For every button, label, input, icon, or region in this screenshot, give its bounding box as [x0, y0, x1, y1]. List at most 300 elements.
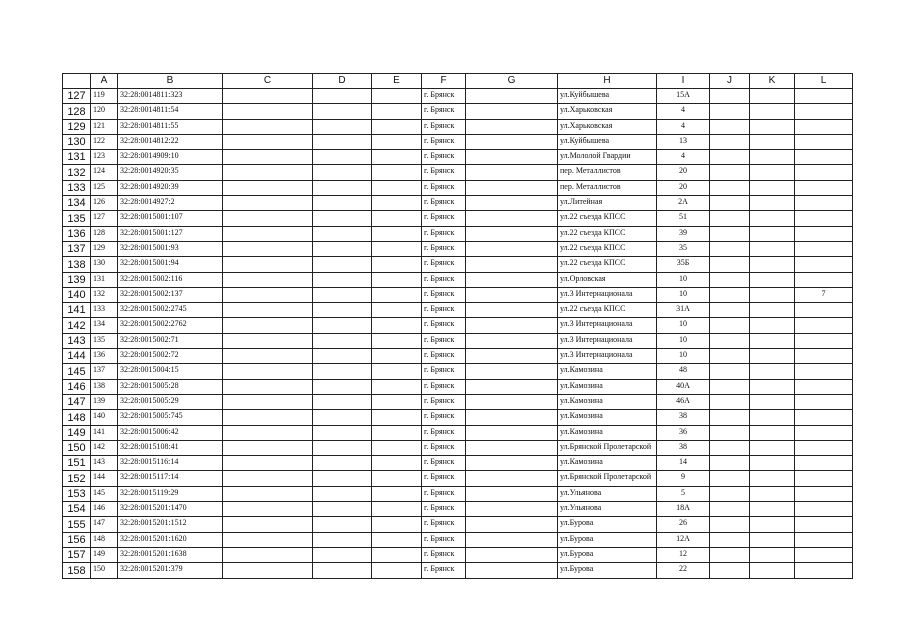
cell-e[interactable] — [372, 471, 422, 486]
row-number[interactable]: 144 — [63, 349, 91, 364]
cell-k[interactable] — [750, 241, 795, 256]
cell-h[interactable]: пер. Металлистов — [558, 180, 657, 195]
cell-d[interactable] — [313, 226, 372, 241]
cell-j[interactable] — [710, 104, 750, 119]
cell-a[interactable]: 133 — [91, 303, 118, 318]
cell-i[interactable]: 20 — [657, 165, 710, 180]
cell-d[interactable] — [313, 257, 372, 272]
cell-j[interactable] — [710, 241, 750, 256]
cell-b[interactable]: 32:28:0015002:2762 — [118, 318, 223, 333]
cell-h[interactable]: ул.Харьковская — [558, 119, 657, 134]
cell-l[interactable] — [795, 502, 853, 517]
cell-h[interactable]: ул.3 Интернационала — [558, 287, 657, 302]
cell-f[interactable]: г. Брянск — [422, 287, 466, 302]
cell-f[interactable]: г. Брянск — [422, 440, 466, 455]
cell-c[interactable] — [223, 303, 313, 318]
cell-c[interactable] — [223, 517, 313, 532]
cell-f[interactable]: г. Брянск — [422, 563, 466, 578]
row-number[interactable]: 133 — [63, 180, 91, 195]
cell-i[interactable]: 51 — [657, 211, 710, 226]
cell-b[interactable]: 32:28:0015201:1638 — [118, 547, 223, 562]
column-header-l[interactable]: L — [795, 74, 853, 89]
cell-d[interactable] — [313, 547, 372, 562]
cell-e[interactable] — [372, 394, 422, 409]
cell-a[interactable]: 138 — [91, 379, 118, 394]
row-number[interactable]: 149 — [63, 425, 91, 440]
cell-d[interactable] — [313, 394, 372, 409]
cell-h[interactable]: ул.Харьковская — [558, 104, 657, 119]
cell-e[interactable] — [372, 287, 422, 302]
cell-i[interactable]: 38 — [657, 410, 710, 425]
cell-c[interactable] — [223, 456, 313, 471]
cell-f[interactable]: г. Брянск — [422, 349, 466, 364]
cell-b[interactable]: 32:28:0015001:127 — [118, 226, 223, 241]
cell-f[interactable]: г. Брянск — [422, 180, 466, 195]
cell-h[interactable]: ул.22 съезда КПСС — [558, 211, 657, 226]
cell-e[interactable] — [372, 303, 422, 318]
cell-h[interactable]: ул.Бурова — [558, 517, 657, 532]
cell-k[interactable] — [750, 89, 795, 104]
cell-e[interactable] — [372, 410, 422, 425]
cell-d[interactable] — [313, 456, 372, 471]
cell-g[interactable] — [466, 379, 558, 394]
cell-d[interactable] — [313, 165, 372, 180]
cell-i[interactable]: 10 — [657, 333, 710, 348]
cell-e[interactable] — [372, 241, 422, 256]
row-number[interactable]: 152 — [63, 471, 91, 486]
cell-g[interactable] — [466, 134, 558, 149]
cell-l[interactable] — [795, 517, 853, 532]
cell-k[interactable] — [750, 119, 795, 134]
corner-cell[interactable] — [63, 74, 91, 89]
cell-k[interactable] — [750, 517, 795, 532]
cell-d[interactable] — [313, 364, 372, 379]
cell-a[interactable]: 129 — [91, 241, 118, 256]
cell-l[interactable] — [795, 563, 853, 578]
row-number[interactable]: 147 — [63, 394, 91, 409]
cell-f[interactable]: г. Брянск — [422, 547, 466, 562]
cell-b[interactable]: 32:28:0014920:39 — [118, 180, 223, 195]
cell-e[interactable] — [372, 211, 422, 226]
cell-e[interactable] — [372, 547, 422, 562]
cell-e[interactable] — [372, 104, 422, 119]
cell-j[interactable] — [710, 364, 750, 379]
cell-d[interactable] — [313, 272, 372, 287]
cell-f[interactable]: г. Брянск — [422, 364, 466, 379]
cell-j[interactable] — [710, 165, 750, 180]
row-number[interactable]: 142 — [63, 318, 91, 333]
cell-l[interactable] — [795, 134, 853, 149]
cell-e[interactable] — [372, 119, 422, 134]
cell-h[interactable]: ул.Бурова — [558, 532, 657, 547]
cell-b[interactable]: 32:28:0014812:22 — [118, 134, 223, 149]
cell-k[interactable] — [750, 303, 795, 318]
cell-l[interactable] — [795, 257, 853, 272]
cell-d[interactable] — [313, 119, 372, 134]
cell-g[interactable] — [466, 180, 558, 195]
cell-b[interactable]: 32:28:0015119:29 — [118, 486, 223, 501]
cell-h[interactable]: ул.Куйбышева — [558, 89, 657, 104]
row-number[interactable]: 158 — [63, 563, 91, 578]
cell-c[interactable] — [223, 134, 313, 149]
cell-f[interactable]: г. Брянск — [422, 303, 466, 318]
cell-b[interactable]: 32:28:0015002:2745 — [118, 303, 223, 318]
cell-b[interactable]: 32:28:0015201:1470 — [118, 502, 223, 517]
cell-b[interactable]: 32:28:0015201:1620 — [118, 532, 223, 547]
cell-g[interactable] — [466, 89, 558, 104]
cell-f[interactable]: г. Брянск — [422, 517, 466, 532]
cell-b[interactable]: 32:28:0014811:54 — [118, 104, 223, 119]
cell-a[interactable]: 123 — [91, 150, 118, 165]
row-number[interactable]: 153 — [63, 486, 91, 501]
cell-g[interactable] — [466, 226, 558, 241]
cell-b[interactable]: 32:28:0015117:14 — [118, 471, 223, 486]
cell-i[interactable]: 5 — [657, 486, 710, 501]
row-number[interactable]: 128 — [63, 104, 91, 119]
cell-h[interactable]: ул.Ульянова — [558, 502, 657, 517]
cell-k[interactable] — [750, 134, 795, 149]
cell-a[interactable]: 136 — [91, 349, 118, 364]
cell-c[interactable] — [223, 532, 313, 547]
column-header-e[interactable]: E — [372, 74, 422, 89]
cell-d[interactable] — [313, 425, 372, 440]
cell-e[interactable] — [372, 333, 422, 348]
cell-c[interactable] — [223, 379, 313, 394]
cell-d[interactable] — [313, 440, 372, 455]
cell-f[interactable]: г. Брянск — [422, 486, 466, 501]
cell-c[interactable] — [223, 165, 313, 180]
cell-i[interactable]: 15А — [657, 89, 710, 104]
cell-f[interactable]: г. Брянск — [422, 379, 466, 394]
column-header-h[interactable]: H — [558, 74, 657, 89]
cell-l[interactable] — [795, 486, 853, 501]
cell-c[interactable] — [223, 104, 313, 119]
cell-b[interactable]: 32:28:0015005:745 — [118, 410, 223, 425]
row-number[interactable]: 154 — [63, 502, 91, 517]
cell-j[interactable] — [710, 119, 750, 134]
cell-h[interactable]: ул.Камозина — [558, 410, 657, 425]
cell-g[interactable] — [466, 471, 558, 486]
cell-j[interactable] — [710, 502, 750, 517]
cell-i[interactable]: 35 — [657, 241, 710, 256]
cell-a[interactable]: 122 — [91, 134, 118, 149]
cell-k[interactable] — [750, 456, 795, 471]
cell-g[interactable] — [466, 364, 558, 379]
cell-f[interactable]: г. Брянск — [422, 241, 466, 256]
cell-f[interactable]: г. Брянск — [422, 272, 466, 287]
cell-f[interactable]: г. Брянск — [422, 394, 466, 409]
cell-i[interactable]: 38 — [657, 440, 710, 455]
cell-l[interactable]: 7 — [795, 287, 853, 302]
cell-k[interactable] — [750, 165, 795, 180]
cell-e[interactable] — [372, 425, 422, 440]
cell-h[interactable]: ул.3 Интернационала — [558, 349, 657, 364]
cell-h[interactable]: ул.Камозина — [558, 364, 657, 379]
cell-b[interactable]: 32:28:0014811:323 — [118, 89, 223, 104]
cell-j[interactable] — [710, 89, 750, 104]
row-number[interactable]: 148 — [63, 410, 91, 425]
cell-h[interactable]: ул.Бурова — [558, 547, 657, 562]
cell-l[interactable] — [795, 425, 853, 440]
cell-d[interactable] — [313, 89, 372, 104]
cell-d[interactable] — [313, 410, 372, 425]
cell-k[interactable] — [750, 471, 795, 486]
cell-g[interactable] — [466, 532, 558, 547]
cell-j[interactable] — [710, 272, 750, 287]
cell-a[interactable]: 120 — [91, 104, 118, 119]
cell-b[interactable]: 32:28:0015002:72 — [118, 349, 223, 364]
cell-h[interactable]: ул.Ульянова — [558, 486, 657, 501]
cell-l[interactable] — [795, 349, 853, 364]
cell-c[interactable] — [223, 89, 313, 104]
row-number[interactable]: 139 — [63, 272, 91, 287]
cell-a[interactable]: 143 — [91, 456, 118, 471]
cell-l[interactable] — [795, 226, 853, 241]
cell-a[interactable]: 119 — [91, 89, 118, 104]
cell-g[interactable] — [466, 440, 558, 455]
row-number[interactable]: 140 — [63, 287, 91, 302]
cell-d[interactable] — [313, 150, 372, 165]
cell-f[interactable]: г. Брянск — [422, 318, 466, 333]
cell-g[interactable] — [466, 563, 558, 578]
row-number[interactable]: 137 — [63, 241, 91, 256]
cell-i[interactable]: 2А — [657, 196, 710, 211]
cell-l[interactable] — [795, 180, 853, 195]
cell-c[interactable] — [223, 272, 313, 287]
cell-d[interactable] — [313, 333, 372, 348]
cell-j[interactable] — [710, 196, 750, 211]
row-number[interactable]: 138 — [63, 257, 91, 272]
cell-j[interactable] — [710, 333, 750, 348]
cell-b[interactable]: 32:28:0015005:28 — [118, 379, 223, 394]
cell-i[interactable]: 39 — [657, 226, 710, 241]
row-number[interactable]: 143 — [63, 333, 91, 348]
cell-g[interactable] — [466, 425, 558, 440]
cell-c[interactable] — [223, 241, 313, 256]
row-number[interactable]: 134 — [63, 196, 91, 211]
column-header-b[interactable]: B — [118, 74, 223, 89]
cell-h[interactable]: ул.Брянской Пролетарской — [558, 440, 657, 455]
cell-a[interactable]: 126 — [91, 196, 118, 211]
cell-b[interactable]: 32:28:0015006:42 — [118, 425, 223, 440]
cell-c[interactable] — [223, 196, 313, 211]
cell-g[interactable] — [466, 456, 558, 471]
cell-k[interactable] — [750, 349, 795, 364]
cell-j[interactable] — [710, 134, 750, 149]
cell-l[interactable] — [795, 211, 853, 226]
cell-d[interactable] — [313, 532, 372, 547]
cell-i[interactable]: 12 — [657, 547, 710, 562]
cell-l[interactable] — [795, 89, 853, 104]
cell-k[interactable] — [750, 287, 795, 302]
cell-l[interactable] — [795, 272, 853, 287]
cell-f[interactable]: г. Брянск — [422, 471, 466, 486]
cell-j[interactable] — [710, 532, 750, 547]
cell-b[interactable]: 32:28:0014920:35 — [118, 165, 223, 180]
cell-h[interactable]: пер. Металлистов — [558, 165, 657, 180]
cell-g[interactable] — [466, 318, 558, 333]
column-header-j[interactable]: J — [710, 74, 750, 89]
column-header-g[interactable]: G — [466, 74, 558, 89]
row-number[interactable]: 145 — [63, 364, 91, 379]
row-number[interactable]: 132 — [63, 165, 91, 180]
cell-l[interactable] — [795, 440, 853, 455]
cell-d[interactable] — [313, 318, 372, 333]
cell-h[interactable]: ул.Камозина — [558, 425, 657, 440]
cell-g[interactable] — [466, 257, 558, 272]
cell-j[interactable] — [710, 425, 750, 440]
cell-c[interactable] — [223, 563, 313, 578]
cell-l[interactable] — [795, 333, 853, 348]
row-number[interactable]: 131 — [63, 150, 91, 165]
cell-c[interactable] — [223, 287, 313, 302]
cell-e[interactable] — [372, 486, 422, 501]
cell-k[interactable] — [750, 150, 795, 165]
cell-k[interactable] — [750, 226, 795, 241]
cell-g[interactable] — [466, 211, 558, 226]
cell-d[interactable] — [313, 104, 372, 119]
cell-e[interactable] — [372, 257, 422, 272]
cell-j[interactable] — [710, 440, 750, 455]
cell-f[interactable]: г. Брянск — [422, 532, 466, 547]
cell-g[interactable] — [466, 303, 558, 318]
column-header-i[interactable]: I — [657, 74, 710, 89]
cell-d[interactable] — [313, 486, 372, 501]
column-header-f[interactable]: F — [422, 74, 466, 89]
row-number[interactable]: 129 — [63, 119, 91, 134]
cell-d[interactable] — [313, 196, 372, 211]
cell-a[interactable]: 121 — [91, 119, 118, 134]
cell-a[interactable]: 147 — [91, 517, 118, 532]
cell-i[interactable]: 4 — [657, 104, 710, 119]
column-header-d[interactable]: D — [313, 74, 372, 89]
cell-b[interactable]: 32:28:0015001:107 — [118, 211, 223, 226]
cell-g[interactable] — [466, 349, 558, 364]
cell-d[interactable] — [313, 180, 372, 195]
cell-k[interactable] — [750, 257, 795, 272]
cell-l[interactable] — [795, 241, 853, 256]
cell-c[interactable] — [223, 257, 313, 272]
cell-a[interactable]: 124 — [91, 165, 118, 180]
cell-e[interactable] — [372, 89, 422, 104]
cell-e[interactable] — [372, 532, 422, 547]
cell-c[interactable] — [223, 547, 313, 562]
cell-b[interactable]: 32:28:0015005:29 — [118, 394, 223, 409]
cell-i[interactable]: 9 — [657, 471, 710, 486]
cell-a[interactable]: 125 — [91, 180, 118, 195]
column-header-c[interactable]: C — [223, 74, 313, 89]
cell-l[interactable] — [795, 532, 853, 547]
cell-g[interactable] — [466, 547, 558, 562]
cell-f[interactable]: г. Брянск — [422, 134, 466, 149]
cell-d[interactable] — [313, 563, 372, 578]
cell-j[interactable] — [710, 471, 750, 486]
cell-h[interactable]: ул.Брянской Пролетарской — [558, 471, 657, 486]
cell-h[interactable]: ул.Куйбышева — [558, 134, 657, 149]
cell-a[interactable]: 128 — [91, 226, 118, 241]
cell-a[interactable]: 140 — [91, 410, 118, 425]
cell-f[interactable]: г. Брянск — [422, 257, 466, 272]
cell-l[interactable] — [795, 364, 853, 379]
cell-g[interactable] — [466, 104, 558, 119]
cell-d[interactable] — [313, 241, 372, 256]
cell-k[interactable] — [750, 502, 795, 517]
cell-k[interactable] — [750, 333, 795, 348]
cell-c[interactable] — [223, 318, 313, 333]
cell-l[interactable] — [795, 318, 853, 333]
cell-j[interactable] — [710, 303, 750, 318]
cell-c[interactable] — [223, 486, 313, 501]
cell-i[interactable]: 4 — [657, 150, 710, 165]
cell-e[interactable] — [372, 226, 422, 241]
cell-c[interactable] — [223, 425, 313, 440]
cell-e[interactable] — [372, 318, 422, 333]
cell-a[interactable]: 127 — [91, 211, 118, 226]
cell-g[interactable] — [466, 410, 558, 425]
cell-e[interactable] — [372, 502, 422, 517]
column-header-k[interactable]: K — [750, 74, 795, 89]
row-number[interactable]: 141 — [63, 303, 91, 318]
cell-j[interactable] — [710, 318, 750, 333]
cell-k[interactable] — [750, 180, 795, 195]
cell-l[interactable] — [795, 410, 853, 425]
cell-f[interactable]: г. Брянск — [422, 119, 466, 134]
cell-g[interactable] — [466, 272, 558, 287]
cell-a[interactable]: 141 — [91, 425, 118, 440]
cell-l[interactable] — [795, 196, 853, 211]
cell-c[interactable] — [223, 226, 313, 241]
cell-b[interactable]: 32:28:0015116:14 — [118, 456, 223, 471]
cell-i[interactable]: 4 — [657, 119, 710, 134]
cell-f[interactable]: г. Брянск — [422, 196, 466, 211]
cell-a[interactable]: 130 — [91, 257, 118, 272]
cell-j[interactable] — [710, 211, 750, 226]
cell-e[interactable] — [372, 272, 422, 287]
cell-c[interactable] — [223, 349, 313, 364]
cell-h[interactable]: ул.22 съезда КПСС — [558, 226, 657, 241]
row-number[interactable]: 127 — [63, 89, 91, 104]
cell-k[interactable] — [750, 211, 795, 226]
cell-f[interactable]: г. Брянск — [422, 165, 466, 180]
cell-h[interactable]: ул.Камозина — [558, 394, 657, 409]
cell-b[interactable]: 32:28:0014927:2 — [118, 196, 223, 211]
cell-l[interactable] — [795, 119, 853, 134]
cell-i[interactable]: 13 — [657, 134, 710, 149]
row-number[interactable]: 146 — [63, 379, 91, 394]
cell-e[interactable] — [372, 440, 422, 455]
cell-a[interactable]: 135 — [91, 333, 118, 348]
cell-e[interactable] — [372, 180, 422, 195]
row-number[interactable]: 136 — [63, 226, 91, 241]
cell-c[interactable] — [223, 211, 313, 226]
cell-e[interactable] — [372, 349, 422, 364]
cell-a[interactable]: 146 — [91, 502, 118, 517]
cell-l[interactable] — [795, 379, 853, 394]
cell-f[interactable]: г. Брянск — [422, 456, 466, 471]
cell-l[interactable] — [795, 165, 853, 180]
row-number[interactable]: 156 — [63, 532, 91, 547]
cell-d[interactable] — [313, 502, 372, 517]
cell-g[interactable] — [466, 119, 558, 134]
cell-g[interactable] — [466, 394, 558, 409]
cell-h[interactable]: ул.22 съезда КПСС — [558, 241, 657, 256]
cell-j[interactable] — [710, 517, 750, 532]
cell-j[interactable] — [710, 287, 750, 302]
cell-f[interactable]: г. Брянск — [422, 104, 466, 119]
cell-i[interactable]: 46А — [657, 394, 710, 409]
cell-d[interactable] — [313, 379, 372, 394]
cell-i[interactable]: 10 — [657, 287, 710, 302]
